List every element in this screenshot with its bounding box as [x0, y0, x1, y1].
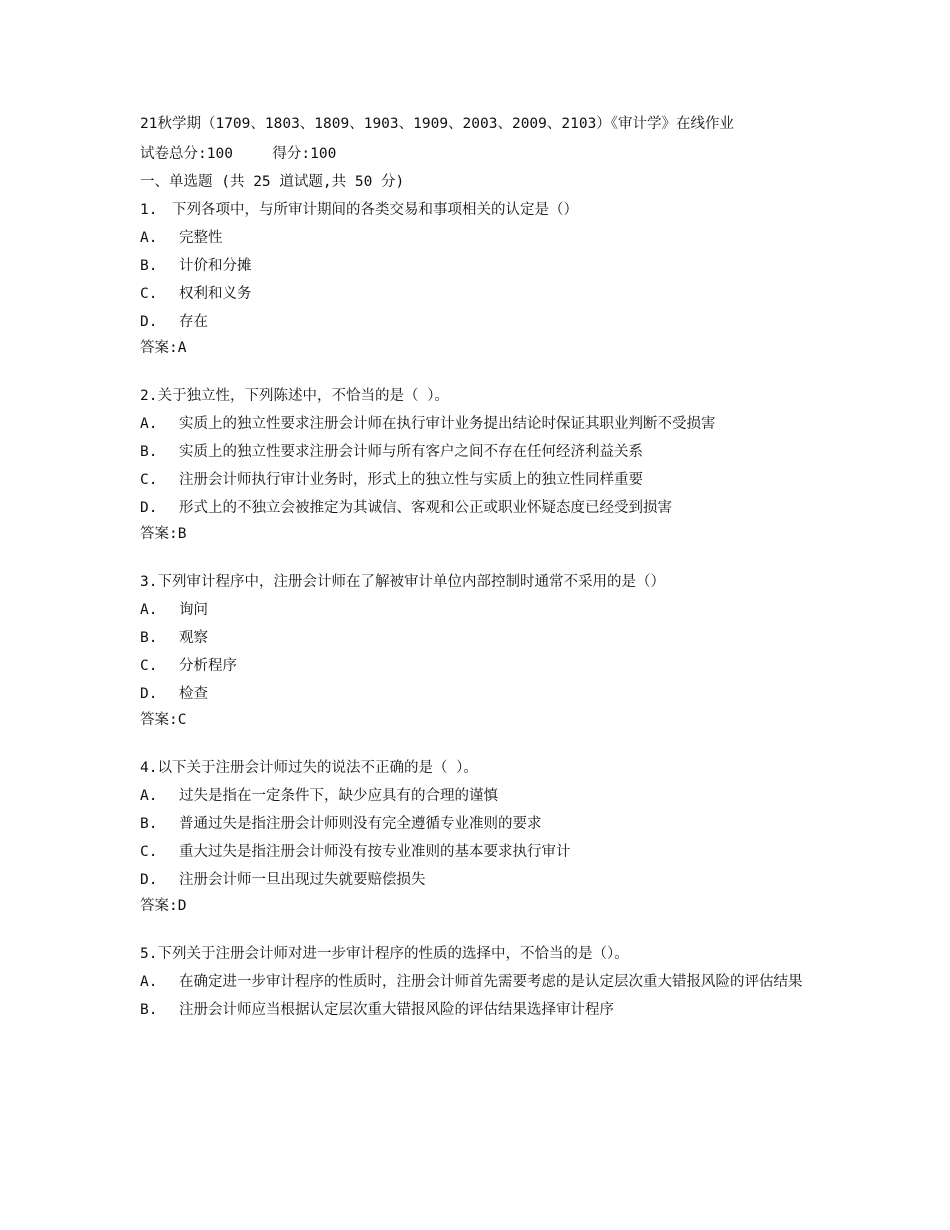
option-text: 分析程序 [179, 658, 237, 674]
question-item [140, 196, 810, 360]
answer-option [140, 838, 810, 866]
answer-line: 答案:B [140, 526, 187, 542]
answer-option [140, 996, 810, 1024]
option-letter: D. [140, 314, 158, 330]
option-text: 过失是指在一定条件下，缺少应具有的合理的谨慎 [179, 788, 498, 804]
option-text: 注册会计师执行审计业务时，形式上的独立性与实质上的独立性同样重要 [179, 472, 643, 488]
option-letter: A. [140, 788, 158, 804]
option-text: 权利和义务 [179, 286, 252, 302]
question-stem: 4.以下关于注册会计师过失的说法不正确的是（ ）。 [140, 760, 478, 776]
question-item [140, 568, 810, 732]
answer-line: 答案:D [140, 898, 187, 914]
option-text: 询问 [179, 602, 208, 618]
answer-option [140, 624, 810, 652]
option-letter: B. [140, 630, 158, 646]
answer-option [140, 680, 810, 708]
question-stem: 3.下列审计程序中，注册会计师在了解被审计单位内部控制时通常不采用的是（） [140, 574, 665, 590]
option-letter: D. [140, 500, 158, 516]
answer-option [140, 596, 810, 624]
answer-option [140, 866, 810, 894]
answer-option [140, 466, 810, 494]
option-text: 重大过失是指注册会计师没有按专业准则的基本要求执行审计 [179, 844, 571, 860]
option-text: 实质上的独立性要求注册会计师与所有客户之间不存在任何经济利益关系 [179, 444, 643, 460]
option-text: 形式上的不独立会被推定为其诚信、客观和公正或职业怀疑态度已经受到损害 [179, 500, 672, 516]
answer-option [140, 782, 810, 810]
option-text: 观察 [179, 630, 208, 646]
document-title: 21秋学期（1709、1803、1809、1903、1909、2003、2009、2103）《审计学》在线作业 [140, 116, 735, 132]
option-text: 计价和分摊 [179, 258, 252, 274]
document-page [140, 112, 810, 1024]
option-text: 实质上的独立性要求注册会计师在执行审计业务提出结论时保证其职业判断不受损害 [179, 416, 716, 432]
option-letter: B. [140, 1002, 158, 1018]
option-letter: A. [140, 602, 158, 618]
answer-option [140, 224, 810, 252]
answer-line: 答案:A [140, 340, 187, 356]
option-letter: A. [140, 974, 158, 990]
question-stem: 5.下列关于注册会计师对进一步审计程序的性质的选择中，不恰当的是（）。 [140, 946, 629, 962]
option-text: 在确定进一步审计程序的性质时，注册会计师首先需要考虑的是认定层次重大错报风险的评估结果 [179, 974, 803, 990]
answer-option [140, 252, 810, 280]
option-text: 存在 [179, 314, 208, 330]
total-score: 试卷总分:100 [140, 146, 233, 162]
option-text: 注册会计师应当根据认定层次重大错报风险的评估结果选择审计程序 [179, 1002, 614, 1018]
option-letter: A. [140, 416, 158, 432]
option-letter: C. [140, 286, 158, 302]
option-letter: D. [140, 872, 158, 888]
question-list [140, 196, 810, 1024]
option-text: 检查 [179, 686, 208, 702]
option-letter: B. [140, 258, 158, 274]
answer-option [140, 280, 810, 308]
option-letter: C. [140, 844, 158, 860]
answer-option [140, 438, 810, 466]
section-heading: 一、单选题 (共 25 道试题,共 50 分) [140, 174, 405, 190]
option-letter: B. [140, 816, 158, 832]
option-text: 完整性 [179, 230, 223, 246]
answer-option [140, 494, 810, 522]
option-letter: C. [140, 658, 158, 674]
option-text: 注册会计师一旦出现过失就要赔偿损失 [179, 872, 426, 888]
answer-option [140, 652, 810, 680]
option-letter: B. [140, 444, 158, 460]
question-item [140, 940, 810, 1024]
question-stem: 2.关于独立性，下列陈述中，不恰当的是（ ）。 [140, 388, 449, 404]
answer-option [140, 968, 810, 996]
option-text: 普通过失是指注册会计师则没有完全遵循专业准则的要求 [179, 816, 542, 832]
score-summary [140, 140, 810, 168]
answer-option [140, 810, 810, 838]
option-letter: C. [140, 472, 158, 488]
answer-option [140, 410, 810, 438]
question-stem: 1. 下列各项中，与所审计期间的各类交易和事项相关的认定是（） [140, 202, 578, 218]
answer-option [140, 308, 810, 336]
answer-line: 答案:C [140, 712, 187, 728]
question-item [140, 382, 810, 546]
question-item [140, 754, 810, 918]
option-letter: A. [140, 230, 158, 246]
option-letter: D. [140, 686, 158, 702]
earned-score: 得分:100 [272, 146, 337, 162]
